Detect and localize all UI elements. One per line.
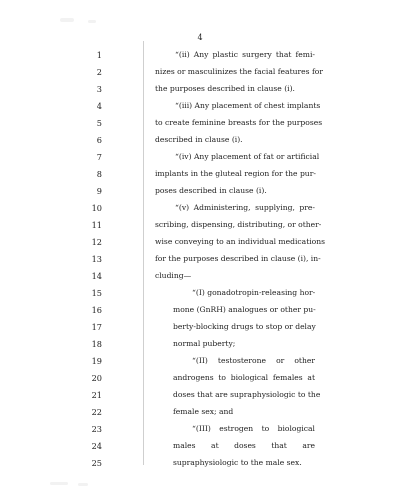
line-number: 25 bbox=[91, 458, 102, 468]
line-number: 3 bbox=[96, 84, 102, 94]
line-number: 2 bbox=[96, 67, 102, 77]
text-line: “(ii) Any plastic surgery that femi- bbox=[175, 50, 315, 59]
line-number: 24 bbox=[91, 441, 102, 451]
text-line: female sex; and bbox=[173, 407, 234, 416]
text-line: androgens to biological females at bbox=[173, 373, 315, 382]
line-number: 8 bbox=[96, 169, 102, 179]
line-number: 4 bbox=[96, 101, 102, 111]
line-number: 10 bbox=[91, 203, 102, 213]
scan-artifact bbox=[88, 20, 96, 23]
line-number: 18 bbox=[91, 339, 102, 349]
text-line: normal puberty; bbox=[173, 339, 236, 348]
text-line: poses described in clause (i). bbox=[155, 186, 267, 195]
text-line: scribing, dispensing, distributing, or other- bbox=[155, 220, 322, 229]
line-number: 22 bbox=[91, 407, 102, 417]
text-line: described in clause (i). bbox=[155, 135, 243, 144]
line-number: 19 bbox=[91, 356, 102, 366]
line-number: 16 bbox=[91, 305, 102, 315]
margin-rule bbox=[143, 41, 144, 465]
text-line: doses that are supraphysiologic to the bbox=[173, 390, 321, 399]
line-number: 17 bbox=[91, 322, 102, 332]
text-line: “(iv) Any placement of fat or artificial bbox=[175, 152, 320, 161]
text-line: males at doses that are bbox=[173, 441, 315, 450]
text-line: supraphysiologic to the male sex. bbox=[173, 458, 302, 467]
line-number: 14 bbox=[91, 271, 102, 281]
text-line: the purposes described in clause (i). bbox=[155, 84, 295, 93]
text-line: wise conveying to an individual medications bbox=[155, 237, 326, 246]
line-number: 5 bbox=[96, 118, 102, 128]
line-number: 7 bbox=[96, 152, 102, 162]
text-line: for the purposes described in clause (i), in- bbox=[155, 254, 321, 263]
line-number: 20 bbox=[91, 373, 102, 383]
text-line: cluding— bbox=[155, 271, 192, 280]
line-number: 1 bbox=[96, 50, 102, 60]
line-number: 15 bbox=[91, 288, 102, 298]
scan-artifact bbox=[60, 18, 74, 22]
scan-artifact bbox=[50, 482, 68, 485]
text-line: “(v) Administering, supplying, pre- bbox=[175, 203, 315, 212]
text-line: “(II) testosterone or other bbox=[192, 356, 315, 365]
line-number: 21 bbox=[91, 390, 102, 400]
text-line: to create feminine breasts for the purposes bbox=[155, 118, 323, 127]
line-number: 12 bbox=[91, 237, 102, 247]
line-number: 13 bbox=[91, 254, 102, 264]
scan-artifact bbox=[78, 483, 88, 486]
page-number: 4 bbox=[197, 33, 203, 42]
line-number: 9 bbox=[96, 186, 102, 196]
text-line: mone (GnRH) analogues or other pu- bbox=[173, 305, 316, 314]
text-line: “(iii) Any placement of chest implants bbox=[175, 101, 321, 110]
text-line: berty-blocking drugs to stop or delay bbox=[173, 322, 316, 331]
line-number: 23 bbox=[91, 424, 102, 434]
line-number: 6 bbox=[96, 135, 102, 145]
text-line: implants in the gluteal region for the pur- bbox=[155, 169, 316, 178]
text-line: nizes or masculinizes the facial features for bbox=[155, 67, 323, 76]
text-line: “(I) gonadotropin-releasing hor- bbox=[192, 288, 316, 297]
line-number: 11 bbox=[91, 220, 102, 230]
text-line: “(III) estrogen to biological bbox=[192, 424, 315, 433]
